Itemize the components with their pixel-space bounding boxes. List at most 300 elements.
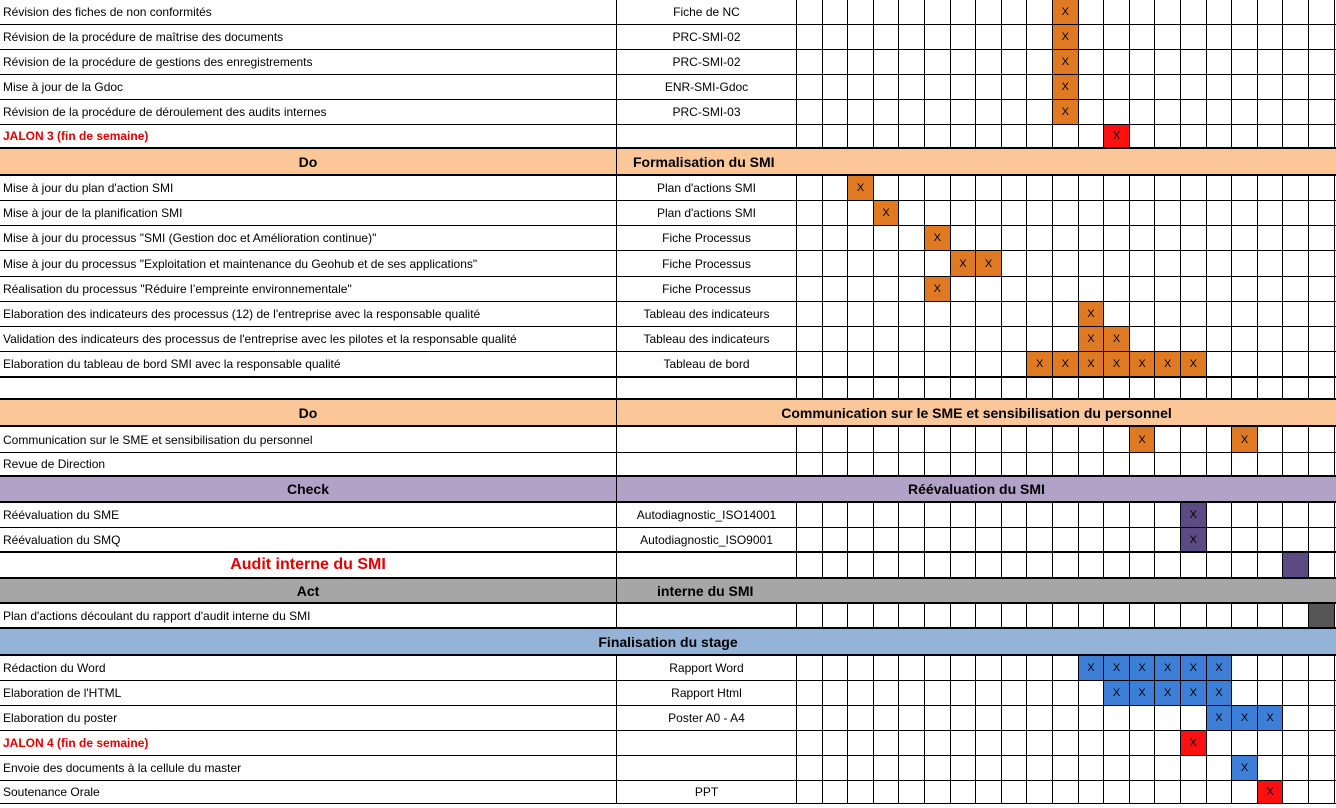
- schedule-mark[interactable]: X: [1258, 781, 1284, 803]
- schedule-mark[interactable]: [1283, 553, 1309, 577]
- week-cell[interactable]: [1283, 327, 1309, 351]
- week-cell[interactable]: [1130, 706, 1156, 730]
- week-cell[interactable]: [1104, 781, 1130, 803]
- week-cell[interactable]: [976, 75, 1002, 99]
- week-cell[interactable]: [1027, 528, 1053, 551]
- week-cell[interactable]: [1309, 731, 1335, 755]
- week-cell[interactable]: [1002, 75, 1028, 99]
- week-cell[interactable]: [1181, 604, 1207, 627]
- week-cell[interactable]: [1053, 706, 1079, 730]
- task-name[interactable]: Mise à jour de la planification SMI: [0, 201, 617, 225]
- task-name[interactable]: [0, 378, 617, 398]
- week-cell[interactable]: [1309, 781, 1335, 803]
- week-cell[interactable]: [951, 0, 977, 24]
- week-cell[interactable]: [1079, 706, 1105, 730]
- week-cell[interactable]: [951, 731, 977, 755]
- schedule-mark[interactable]: X: [1053, 50, 1079, 74]
- week-cell[interactable]: [1155, 756, 1181, 780]
- week-cell[interactable]: [1181, 100, 1207, 124]
- week-cell[interactable]: [848, 528, 874, 551]
- week-cell[interactable]: [1309, 756, 1335, 780]
- week-cell[interactable]: [1232, 781, 1258, 803]
- week-cell[interactable]: [925, 201, 951, 225]
- task-name[interactable]: Validation des indicateurs des processus de l'entreprise avec les pilotes et la responsable qualité: [0, 327, 617, 351]
- week-cell[interactable]: [1309, 553, 1335, 577]
- week-cell[interactable]: [1232, 453, 1258, 475]
- week-cell[interactable]: [925, 251, 951, 276]
- week-cell[interactable]: [1130, 756, 1156, 780]
- week-cell[interactable]: [1232, 277, 1258, 301]
- week-cell[interactable]: [1181, 756, 1207, 780]
- week-cell[interactable]: [797, 201, 823, 225]
- week-cell[interactable]: [925, 731, 951, 755]
- week-cell[interactable]: [1181, 50, 1207, 74]
- week-cell[interactable]: [848, 251, 874, 276]
- schedule-mark[interactable]: X: [1181, 503, 1207, 527]
- week-cell[interactable]: [1181, 251, 1207, 276]
- week-cell[interactable]: [1027, 100, 1053, 124]
- week-cell[interactable]: [1181, 176, 1207, 200]
- schedule-mark[interactable]: X: [1181, 681, 1207, 705]
- week-cell[interactable]: [899, 176, 925, 200]
- week-cell[interactable]: [1002, 251, 1028, 276]
- week-cell[interactable]: [1002, 226, 1028, 250]
- week-cell[interactable]: [1283, 75, 1309, 99]
- schedule-mark[interactable]: X: [1232, 706, 1258, 730]
- week-cell[interactable]: [1207, 378, 1233, 398]
- week-cell[interactable]: [823, 176, 849, 200]
- week-cell[interactable]: [1155, 50, 1181, 74]
- week-cell[interactable]: [976, 681, 1002, 705]
- week-cell[interactable]: [874, 453, 900, 475]
- week-cell[interactable]: [1309, 75, 1335, 99]
- week-cell[interactable]: [1002, 378, 1028, 398]
- week-cell[interactable]: [976, 378, 1002, 398]
- deliverable-cell[interactable]: [617, 553, 797, 577]
- week-cell[interactable]: [1002, 756, 1028, 780]
- week-cell[interactable]: [1258, 731, 1284, 755]
- week-cell[interactable]: [1053, 503, 1079, 527]
- milestone-label[interactable]: JALON 4 (fin de semaine): [0, 731, 617, 755]
- week-cell[interactable]: [1079, 125, 1105, 147]
- week-cell[interactable]: [848, 378, 874, 398]
- week-cell[interactable]: [1053, 528, 1079, 551]
- week-cell[interactable]: [951, 427, 977, 452]
- week-cell[interactable]: [874, 706, 900, 730]
- week-cell[interactable]: [797, 656, 823, 680]
- week-cell[interactable]: [1309, 50, 1335, 74]
- week-cell[interactable]: [1181, 378, 1207, 398]
- week-cell[interactable]: [823, 781, 849, 803]
- week-cell[interactable]: [976, 352, 1002, 376]
- week-cell[interactable]: [797, 427, 823, 452]
- week-cell[interactable]: [1155, 176, 1181, 200]
- week-cell[interactable]: [848, 302, 874, 326]
- deliverable-cell[interactable]: Fiche Processus: [617, 226, 797, 250]
- week-cell[interactable]: [823, 427, 849, 452]
- week-cell[interactable]: [976, 201, 1002, 225]
- week-cell[interactable]: [899, 226, 925, 250]
- week-cell[interactable]: [1002, 302, 1028, 326]
- week-cell[interactable]: [1207, 781, 1233, 803]
- week-cell[interactable]: [1104, 453, 1130, 475]
- week-cell[interactable]: [1283, 0, 1309, 24]
- week-cell[interactable]: [976, 453, 1002, 475]
- week-cell[interactable]: [874, 302, 900, 326]
- week-cell[interactable]: [1309, 100, 1335, 124]
- week-cell[interactable]: [1027, 503, 1053, 527]
- week-cell[interactable]: [1207, 75, 1233, 99]
- week-cell[interactable]: [1207, 125, 1233, 147]
- week-cell[interactable]: [1207, 553, 1233, 577]
- schedule-mark[interactable]: X: [1079, 302, 1105, 326]
- week-cell[interactable]: [1207, 0, 1233, 24]
- week-cell[interactable]: [848, 756, 874, 780]
- week-cell[interactable]: [925, 656, 951, 680]
- week-cell[interactable]: [1258, 453, 1284, 475]
- week-cell[interactable]: [848, 604, 874, 627]
- schedule-mark[interactable]: X: [1104, 352, 1130, 376]
- week-cell[interactable]: [951, 100, 977, 124]
- week-cell[interactable]: [1027, 656, 1053, 680]
- week-cell[interactable]: [1079, 25, 1105, 49]
- week-cell[interactable]: [1027, 125, 1053, 147]
- week-cell[interactable]: [1207, 327, 1233, 351]
- schedule-mark[interactable]: X: [1181, 731, 1207, 755]
- week-cell[interactable]: [1207, 453, 1233, 475]
- week-cell[interactable]: [1258, 251, 1284, 276]
- week-cell[interactable]: [1155, 0, 1181, 24]
- schedule-mark[interactable]: X: [1053, 25, 1079, 49]
- schedule-mark[interactable]: X: [1104, 681, 1130, 705]
- week-cell[interactable]: [1130, 176, 1156, 200]
- week-cell[interactable]: [1079, 251, 1105, 276]
- week-cell[interactable]: [951, 781, 977, 803]
- week-cell[interactable]: [976, 604, 1002, 627]
- week-cell[interactable]: [1207, 427, 1233, 452]
- deliverable-cell[interactable]: [617, 604, 797, 627]
- week-cell[interactable]: [1130, 553, 1156, 577]
- week-cell[interactable]: [1027, 201, 1053, 225]
- week-cell[interactable]: [797, 125, 823, 147]
- week-cell[interactable]: [1258, 681, 1284, 705]
- week-cell[interactable]: [1258, 302, 1284, 326]
- schedule-mark[interactable]: X: [1104, 656, 1130, 680]
- week-cell[interactable]: [899, 0, 925, 24]
- week-cell[interactable]: [1283, 352, 1309, 376]
- week-cell[interactable]: [1309, 706, 1335, 730]
- week-cell[interactable]: [1283, 50, 1309, 74]
- week-cell[interactable]: [1002, 553, 1028, 577]
- schedule-mark[interactable]: X: [1181, 528, 1207, 551]
- week-cell[interactable]: [1079, 0, 1105, 24]
- week-cell[interactable]: [1027, 756, 1053, 780]
- week-cell[interactable]: [874, 176, 900, 200]
- week-cell[interactable]: [823, 731, 849, 755]
- week-cell[interactable]: [925, 125, 951, 147]
- week-cell[interactable]: [976, 226, 1002, 250]
- week-cell[interactable]: [1079, 277, 1105, 301]
- week-cell[interactable]: [976, 50, 1002, 74]
- week-cell[interactable]: [848, 75, 874, 99]
- week-cell[interactable]: [848, 226, 874, 250]
- deliverable-cell[interactable]: PRC-SMI-02: [617, 25, 797, 49]
- week-cell[interactable]: [1232, 327, 1258, 351]
- week-cell[interactable]: [1309, 378, 1335, 398]
- week-cell[interactable]: [1027, 427, 1053, 452]
- week-cell[interactable]: [951, 25, 977, 49]
- week-cell[interactable]: [1130, 277, 1156, 301]
- week-cell[interactable]: [874, 251, 900, 276]
- week-cell[interactable]: [899, 125, 925, 147]
- week-cell[interactable]: [976, 503, 1002, 527]
- week-cell[interactable]: [1002, 781, 1028, 803]
- week-cell[interactable]: [1232, 604, 1258, 627]
- week-cell[interactable]: [1283, 604, 1309, 627]
- week-cell[interactable]: [899, 453, 925, 475]
- week-cell[interactable]: [1002, 176, 1028, 200]
- week-cell[interactable]: [1155, 327, 1181, 351]
- week-cell[interactable]: [823, 251, 849, 276]
- week-cell[interactable]: [1309, 503, 1335, 527]
- week-cell[interactable]: [1027, 50, 1053, 74]
- schedule-mark[interactable]: X: [1207, 681, 1233, 705]
- deliverable-cell[interactable]: Tableau des indicateurs: [617, 327, 797, 351]
- week-cell[interactable]: [1002, 327, 1028, 351]
- week-cell[interactable]: [1232, 731, 1258, 755]
- week-cell[interactable]: [951, 226, 977, 250]
- week-cell[interactable]: [1027, 731, 1053, 755]
- week-cell[interactable]: [1130, 327, 1156, 351]
- week-cell[interactable]: [899, 75, 925, 99]
- week-cell[interactable]: [1181, 427, 1207, 452]
- week-cell[interactable]: [1207, 50, 1233, 74]
- week-cell[interactable]: [1079, 176, 1105, 200]
- week-cell[interactable]: [925, 503, 951, 527]
- week-cell[interactable]: [1232, 503, 1258, 527]
- week-cell[interactable]: [951, 125, 977, 147]
- schedule-mark[interactable]: X: [1130, 352, 1156, 376]
- week-cell[interactable]: [823, 553, 849, 577]
- week-cell[interactable]: [1181, 781, 1207, 803]
- week-cell[interactable]: [976, 327, 1002, 351]
- week-cell[interactable]: [976, 553, 1002, 577]
- week-cell[interactable]: [848, 0, 874, 24]
- week-cell[interactable]: [1232, 100, 1258, 124]
- week-cell[interactable]: [1181, 706, 1207, 730]
- week-cell[interactable]: [1181, 0, 1207, 24]
- week-cell[interactable]: [925, 50, 951, 74]
- week-cell[interactable]: [1309, 125, 1335, 147]
- week-cell[interactable]: [1232, 251, 1258, 276]
- week-cell[interactable]: [797, 75, 823, 99]
- week-cell[interactable]: [1053, 251, 1079, 276]
- week-cell[interactable]: [899, 25, 925, 49]
- week-cell[interactable]: [1130, 731, 1156, 755]
- deliverable-cell[interactable]: Autodiagnostic_ISO9001: [617, 528, 797, 551]
- deliverable-cell[interactable]: [617, 453, 797, 475]
- week-cell[interactable]: [1079, 201, 1105, 225]
- week-cell[interactable]: [1027, 681, 1053, 705]
- week-cell[interactable]: [925, 75, 951, 99]
- week-cell[interactable]: [1053, 604, 1079, 627]
- week-cell[interactable]: [848, 201, 874, 225]
- week-cell[interactable]: [1207, 604, 1233, 627]
- week-cell[interactable]: [874, 125, 900, 147]
- week-cell[interactable]: [1283, 427, 1309, 452]
- schedule-mark[interactable]: X: [1258, 706, 1284, 730]
- week-cell[interactable]: [1258, 25, 1284, 49]
- week-cell[interactable]: [1002, 503, 1028, 527]
- week-cell[interactable]: [1130, 201, 1156, 225]
- week-cell[interactable]: [797, 0, 823, 24]
- week-cell[interactable]: [1258, 553, 1284, 577]
- week-cell[interactable]: [1309, 528, 1335, 551]
- week-cell[interactable]: [1002, 453, 1028, 475]
- week-cell[interactable]: [1027, 75, 1053, 99]
- week-cell[interactable]: [1283, 100, 1309, 124]
- week-cell[interactable]: [1155, 553, 1181, 577]
- schedule-mark[interactable]: X: [1207, 656, 1233, 680]
- week-cell[interactable]: [1002, 201, 1028, 225]
- schedule-mark[interactable]: X: [1104, 327, 1130, 351]
- week-cell[interactable]: [797, 352, 823, 376]
- week-cell[interactable]: [1283, 731, 1309, 755]
- week-cell[interactable]: [1130, 226, 1156, 250]
- week-cell[interactable]: [976, 25, 1002, 49]
- week-cell[interactable]: [1283, 201, 1309, 225]
- schedule-mark[interactable]: X: [1053, 100, 1079, 124]
- deliverable-cell[interactable]: [617, 378, 797, 398]
- week-cell[interactable]: [1258, 352, 1284, 376]
- week-cell[interactable]: [1130, 453, 1156, 475]
- week-cell[interactable]: [823, 706, 849, 730]
- week-cell[interactable]: [797, 226, 823, 250]
- week-cell[interactable]: [1207, 302, 1233, 326]
- week-cell[interactable]: [1002, 528, 1028, 551]
- week-cell[interactable]: [899, 681, 925, 705]
- week-cell[interactable]: [1155, 201, 1181, 225]
- week-cell[interactable]: [1027, 453, 1053, 475]
- week-cell[interactable]: [1104, 731, 1130, 755]
- week-cell[interactable]: [1079, 528, 1105, 551]
- week-cell[interactable]: [1027, 25, 1053, 49]
- week-cell[interactable]: [976, 427, 1002, 452]
- week-cell[interactable]: [1104, 302, 1130, 326]
- week-cell[interactable]: [797, 277, 823, 301]
- week-cell[interactable]: [976, 781, 1002, 803]
- section-caption[interactable]: Audit interne du SMI: [0, 553, 617, 577]
- week-cell[interactable]: [1181, 125, 1207, 147]
- week-cell[interactable]: [1053, 656, 1079, 680]
- week-cell[interactable]: [1002, 604, 1028, 627]
- week-cell[interactable]: [1155, 427, 1181, 452]
- week-cell[interactable]: [1130, 125, 1156, 147]
- week-cell[interactable]: [899, 553, 925, 577]
- week-cell[interactable]: [797, 453, 823, 475]
- week-cell[interactable]: [823, 125, 849, 147]
- week-cell[interactable]: [1258, 0, 1284, 24]
- week-cell[interactable]: [976, 706, 1002, 730]
- week-cell[interactable]: [797, 327, 823, 351]
- week-cell[interactable]: [823, 25, 849, 49]
- week-cell[interactable]: [797, 604, 823, 627]
- week-cell[interactable]: [874, 50, 900, 74]
- week-cell[interactable]: [1104, 427, 1130, 452]
- week-cell[interactable]: [1104, 503, 1130, 527]
- task-name[interactable]: Mise à jour du processus "Exploitation et maintenance du Geohub et de ses applications": [0, 251, 617, 276]
- week-cell[interactable]: [1104, 100, 1130, 124]
- week-cell[interactable]: [1104, 553, 1130, 577]
- week-cell[interactable]: [1053, 453, 1079, 475]
- task-name[interactable]: Réalisation du processus "Réduire l’empreinte environnementale": [0, 277, 617, 301]
- week-cell[interactable]: [797, 756, 823, 780]
- week-cell[interactable]: [1155, 125, 1181, 147]
- week-cell[interactable]: [874, 352, 900, 376]
- week-cell[interactable]: [951, 503, 977, 527]
- week-cell[interactable]: [1309, 656, 1335, 680]
- task-name[interactable]: Elaboration des indicateurs des processus (12) de l'entreprise avec la responsable qualité: [0, 302, 617, 326]
- week-cell[interactable]: [823, 681, 849, 705]
- week-cell[interactable]: [1309, 176, 1335, 200]
- week-cell[interactable]: [1155, 604, 1181, 627]
- week-cell[interactable]: [899, 352, 925, 376]
- schedule-mark[interactable]: X: [1130, 656, 1156, 680]
- schedule-mark[interactable]: X: [951, 251, 977, 276]
- week-cell[interactable]: [1309, 251, 1335, 276]
- week-cell[interactable]: [899, 503, 925, 527]
- task-name[interactable]: Révision de la procédure de maîtrise des documents: [0, 25, 617, 49]
- week-cell[interactable]: [1155, 781, 1181, 803]
- week-cell[interactable]: [1258, 277, 1284, 301]
- deliverable-cell[interactable]: PRC-SMI-03: [617, 100, 797, 124]
- week-cell[interactable]: [874, 604, 900, 627]
- week-cell[interactable]: [848, 25, 874, 49]
- week-cell[interactable]: [951, 302, 977, 326]
- week-cell[interactable]: [823, 378, 849, 398]
- task-name[interactable]: Plan d'actions découlant du rapport d'audit interne du SMI: [0, 604, 617, 627]
- week-cell[interactable]: [925, 25, 951, 49]
- week-cell[interactable]: [1027, 327, 1053, 351]
- week-cell[interactable]: [1053, 176, 1079, 200]
- week-cell[interactable]: [1002, 427, 1028, 452]
- week-cell[interactable]: [823, 756, 849, 780]
- schedule-mark[interactable]: X: [1155, 656, 1181, 680]
- week-cell[interactable]: [1104, 226, 1130, 250]
- week-cell[interactable]: [797, 781, 823, 803]
- week-cell[interactable]: [1130, 378, 1156, 398]
- week-cell[interactable]: [848, 553, 874, 577]
- week-cell[interactable]: [874, 731, 900, 755]
- week-cell[interactable]: [951, 50, 977, 74]
- week-cell[interactable]: [797, 681, 823, 705]
- week-cell[interactable]: [1232, 302, 1258, 326]
- week-cell[interactable]: [976, 277, 1002, 301]
- week-cell[interactable]: [823, 327, 849, 351]
- week-cell[interactable]: [1130, 528, 1156, 551]
- week-cell[interactable]: [1258, 50, 1284, 74]
- week-cell[interactable]: [1155, 226, 1181, 250]
- week-cell[interactable]: [1258, 327, 1284, 351]
- week-cell[interactable]: [1104, 528, 1130, 551]
- week-cell[interactable]: [1079, 453, 1105, 475]
- week-cell[interactable]: [1053, 756, 1079, 780]
- week-cell[interactable]: [899, 528, 925, 551]
- week-cell[interactable]: [1232, 201, 1258, 225]
- week-cell[interactable]: [1027, 0, 1053, 24]
- schedule-mark[interactable]: X: [1104, 125, 1130, 147]
- week-cell[interactable]: [848, 731, 874, 755]
